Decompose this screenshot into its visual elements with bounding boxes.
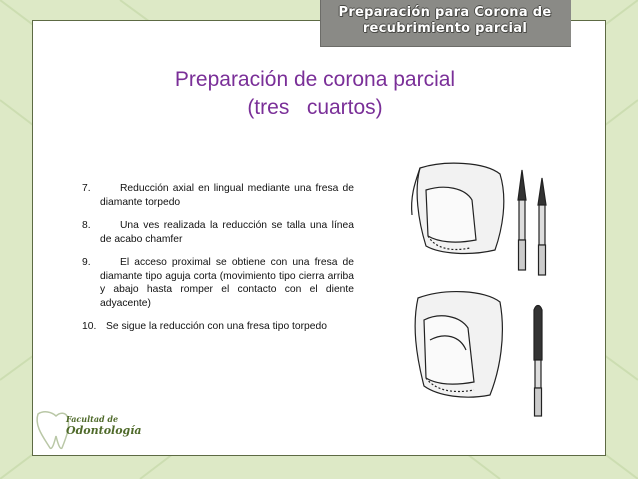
step-number: 7. [82, 183, 91, 194]
header-line-2: recubrimiento parcial [362, 21, 528, 36]
step-number: 10. [82, 321, 97, 332]
list-item [82, 256, 354, 310]
step-number: 8. [82, 220, 91, 231]
list-item [82, 320, 354, 334]
header-title [320, 5, 570, 37]
step-text: Una ves realizada la reducción se talla una línea de acabo chamfer [100, 220, 354, 245]
slide-title-line-2: (tres cuartos) [247, 96, 383, 119]
step-text: El acceso proximal se obtiene con una fresa de diamante tipo aguja corta (movimiento tipo cierra arriba y abajo hasta romper el contacto con el diente adyacente) [100, 257, 354, 309]
header-line-1: Preparación para Corona de [338, 5, 552, 20]
step-text: Se sigue la reducción con una fresa tipo torpedo [106, 321, 327, 332]
steps-list [82, 182, 354, 344]
list-item [82, 182, 354, 209]
logo-text-top: Facultad de [66, 414, 119, 424]
slide-title-line-1: Preparación de corona parcial [174, 68, 456, 91]
step-number: 9. [82, 257, 91, 268]
logo-text-bottom: Odontología [66, 424, 142, 437]
list-item [82, 219, 354, 246]
slide-title [80, 66, 550, 122]
tooth-preparation-illustration [390, 160, 570, 430]
step-text: Reducción axial en lingual mediante una fresa de diamante torpedo [100, 183, 354, 208]
